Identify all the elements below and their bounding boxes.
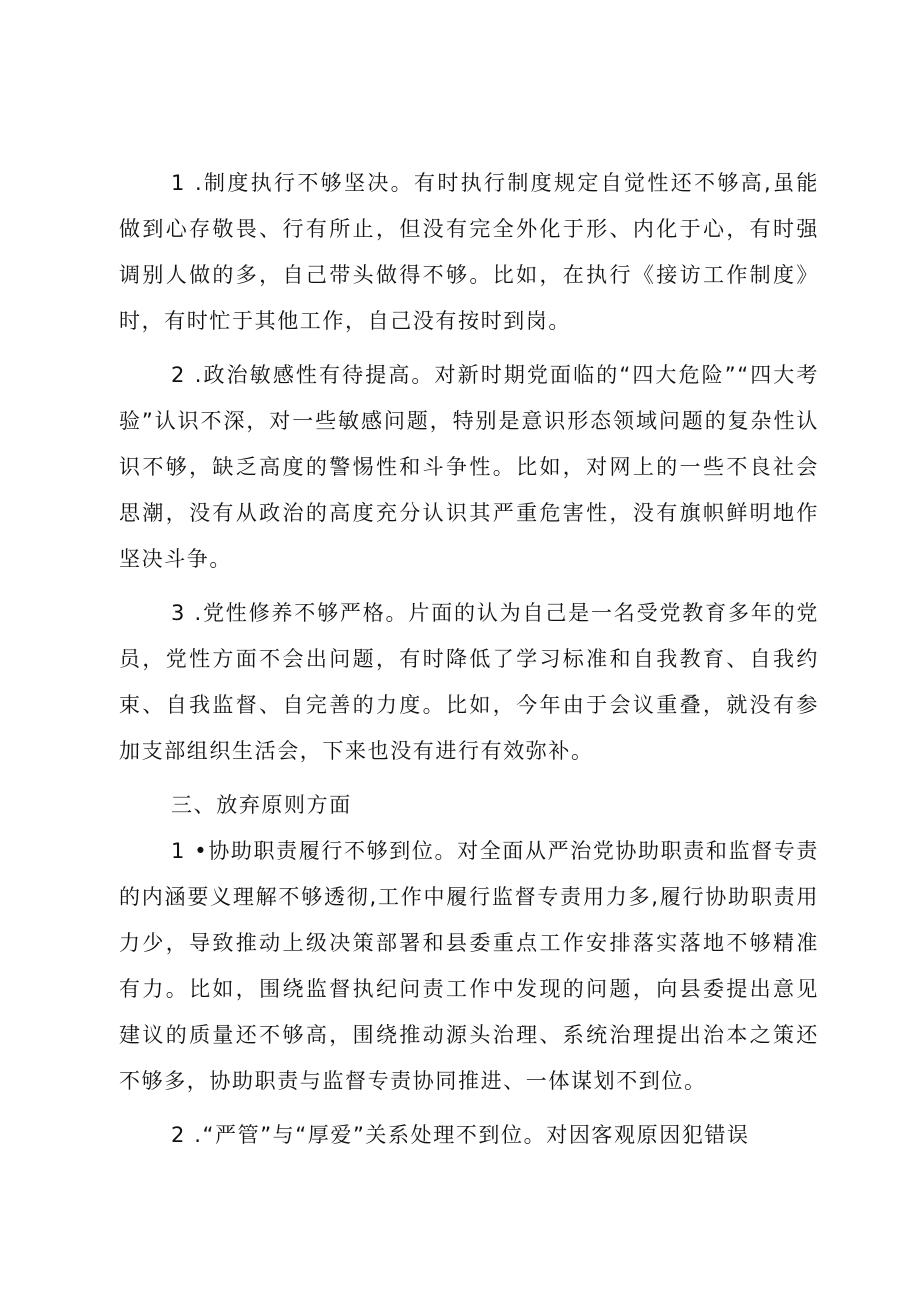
paragraph-party-cultivation: 3 .党性修养不够严格。片面的认为自己是一名受党教育多年的党员，党性方面不会出问题，有时降低了学习标准和自我教育、自我约束、自我监督、自完善的力度。比如，今年由于会议重叠，就没有参加支部组织生活会，下来也没有进行有效弥补。 [119,601,819,763]
paragraph-spacer [119,774,819,782]
paragraph-assist-duty: 1 •协助职责履行不够到位。对全面从严治党协助职责和监督专责的内涵要义理解不够透彻,工作中履行监督专责用力多,履行协助职责用力少，导致推动上级决策部署和县委重点工作安排落实落地不够精准有力。比如，围绕监督执纪问责工作中发现的问题，向县委提出意见建议的质量还不够高，围绕推动源头治理、系统治理提出治本之策还不够多，协助职责与监督专责协同推进、一体谋划不到位。 [119,839,819,1093]
paragraph-institution-execution: 1 .制度执行不够坚决。有时执行制度规定自觉性还不够高,虽能做到心存敬畏、行有所止，但没有完全外化于形、内化于心，有时强调别人做的多，自己带头做得不够。比如，在执行《接访工作制度》时，有时忙于其他工作，自己没有按时到岗。 [119,171,819,333]
paragraph-spacer [119,1104,819,1112]
paragraph-political-sensitivity: 2 .政治敏感性有待提高。对新时期党面临的“四大危险”“四大考验”认识不深，对一些敏感问题，特别是意识形态领域问题的复杂性认识不够，缺乏高度的警惕性和斗争性。比如，对网上的一些不良社会思潮，没有从政治的高度充分认识其严重危害性，没有旗帜鲜明地作坚决斗争。 [119,363,819,571]
paragraph-spacer [119,582,819,590]
paragraph-strict-care: 2 .“严管”与“厚爱”关系处理不到位。对因客观原因犯错误 [171,1123,750,1147]
section-heading: 三、放弃原则方面 [171,793,352,817]
paragraph-spacer [119,344,819,352]
document-body [119,160,819,1158]
